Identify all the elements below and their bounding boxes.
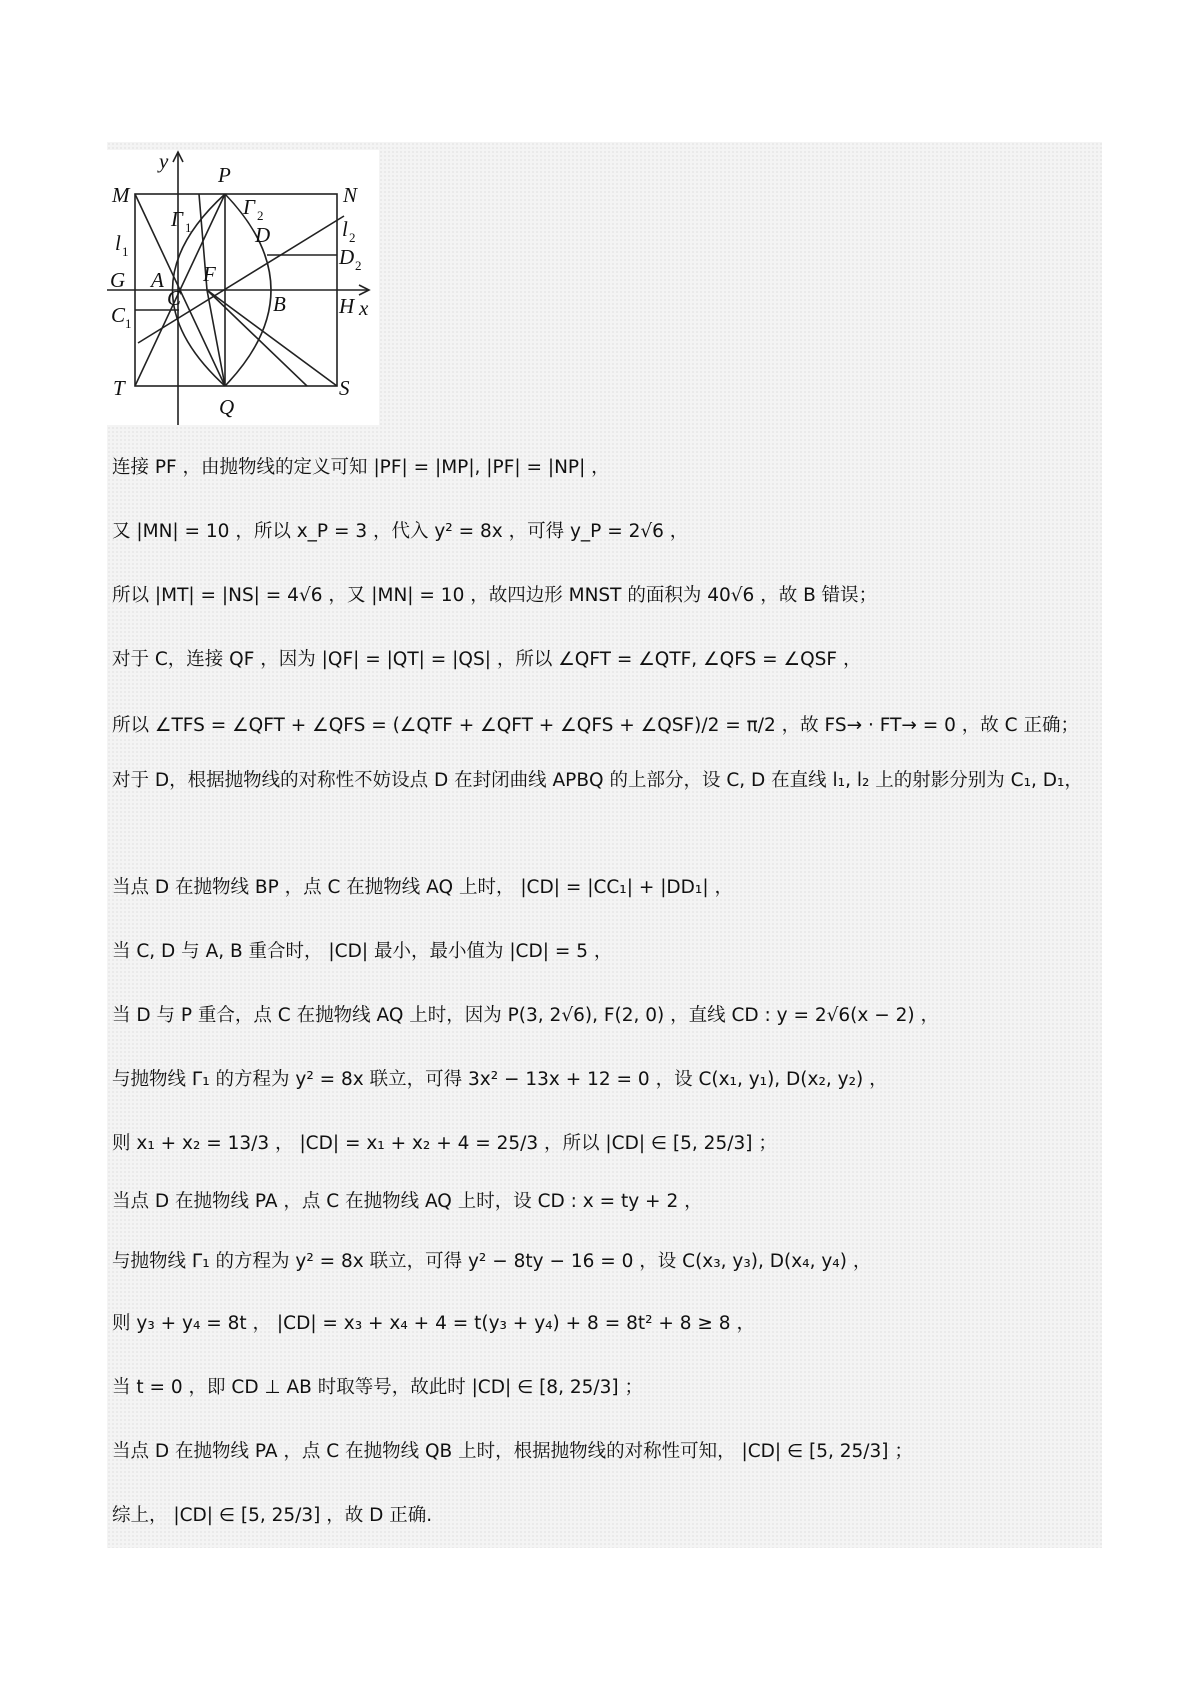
label-n: N	[343, 183, 358, 207]
label-y: y	[159, 150, 169, 173]
solution-line-9: 当 D 与 P 重合，点 C 在抛物线 AQ 上时，因为 P(3, 2√6), F(2, 0) ，直线 CD : y = 2√6(x − 2) ，	[112, 1005, 939, 1026]
label-s: S	[339, 376, 350, 400]
solution-line-16: 当点 D 在抛物线 PA ，点 C 在抛物线 QB 上时，根据抛物线的对称性可知， |CD| ∈ [5, 25/3] ；	[112, 1441, 913, 1462]
label-c1-sub: 1	[125, 316, 132, 331]
solution-line-8: 当 C, D 与 A, B 重合时， |CD| 最小，最小值为 |CD| = 5 ，	[112, 941, 613, 962]
label-b: B	[273, 292, 286, 316]
solution-line-2: 又 |MN| = 10 ，所以 x_P = 3 ，代入 y² = 8x ，可得 y_P = 2√6 ，	[112, 521, 689, 542]
solution-line-3: 所以 |MT| = |NS| = 4√6 ，又 |MN| = 10 ，故四边形 MNST 的面积为 40√6 ，故 B 错误；	[112, 585, 878, 606]
label-gamma1-sub: 1	[185, 220, 192, 235]
label-h: H	[339, 294, 355, 318]
label-gamma1: Γ	[171, 207, 183, 231]
label-f: F	[203, 262, 216, 286]
label-d2: D	[339, 245, 355, 269]
label-m: M	[112, 183, 130, 207]
label-a: A	[151, 268, 164, 292]
label-gamma2: Γ	[243, 195, 255, 219]
label-p: P	[218, 163, 231, 187]
solution-line-7: 当点 D 在抛物线 BP ，点 C 在抛物线 AQ 上时， |CD| = |CC₁| + |DD₁| ，	[112, 877, 733, 898]
solution-line-1: 连接 PF ，由抛物线的定义可知 |PF| = |MP|, |PF| = |NP| ，	[112, 457, 610, 478]
label-g: G	[110, 268, 126, 292]
label-x: x	[359, 296, 369, 320]
solution-line-15: 当 t = 0 ，即 CD ⊥ AB 时取等号，故此时 |CD| ∈ [8, 25/3] ；	[112, 1377, 643, 1398]
label-l2: l	[342, 217, 348, 241]
label-l1-sub: 1	[122, 244, 129, 259]
label-l2-sub: 2	[349, 230, 356, 245]
label-d2-sub: 2	[355, 258, 362, 273]
solution-line-13: 与抛物线 Γ₁ 的方程为 y² = 8x 联立，可得 y² − 8ty − 16 = 0 ，设 C(x₃, y₃), D(x₄, y₄) ，	[112, 1251, 872, 1272]
line-cd	[138, 216, 344, 343]
line-fs	[207, 290, 337, 386]
solution-line-5: 所以 ∠TFS = ∠QFT + ∠QFS = (∠QTF + ∠QFT + ∠QFS + ∠QSF)/2 = π/2 ，故 FS→ · FT→ = 0 ，故 C 正确；	[112, 715, 1079, 736]
solution-line-6: 对于 D，根据抛物线的对称性不妨设点 D 在封闭曲线 APBQ 的上部分，设 C, D 在直线 l₁, l₂ 上的射影分别为 C₁, D₁，	[112, 770, 1083, 791]
solution-line-10: 与抛物线 Γ₁ 的方程为 y² = 8x 联立，可得 3x² − 13x + 12 = 0 ，设 C(x₁, y₁), D(x₂, y₂) ，	[112, 1069, 888, 1090]
label-c1: C	[111, 303, 126, 327]
solution-line-14: 则 y₃ + y₄ = 8t ， |CD| = x₃ + x₄ + 4 = t(y₃ + y₄) + 8 = 8t² + 8 ≥ 8 ，	[112, 1313, 755, 1334]
label-q: Q	[219, 395, 235, 419]
label-d: D	[255, 223, 271, 247]
solution-line-4: 对于 C，连接 QF ，因为 |QF| = |QT| = |QS| ，所以 ∠QFT = ∠QTF, ∠QFS = ∠QSF ，	[112, 649, 862, 670]
label-c: C	[167, 286, 182, 310]
label-l1: l	[115, 231, 121, 255]
parabola-figure	[107, 150, 379, 425]
solution-line-17: 综上， |CD| ∈ [5, 25/3] ，故 D 正确.	[112, 1505, 433, 1526]
figure-svg	[107, 150, 379, 425]
solution-line-11: 则 x₁ + x₂ = 13/3 ， |CD| = x₁ + x₂ + 4 = 25/3 ，所以 |CD| ∈ [5, 25/3] ；	[112, 1133, 777, 1154]
label-gamma2-sub: 2	[257, 208, 264, 223]
label-t: T	[113, 376, 125, 400]
solution-line-12: 当点 D 在抛物线 PA ，点 C 在抛物线 AQ 上时，设 CD : x = ty + 2 ，	[112, 1191, 703, 1212]
